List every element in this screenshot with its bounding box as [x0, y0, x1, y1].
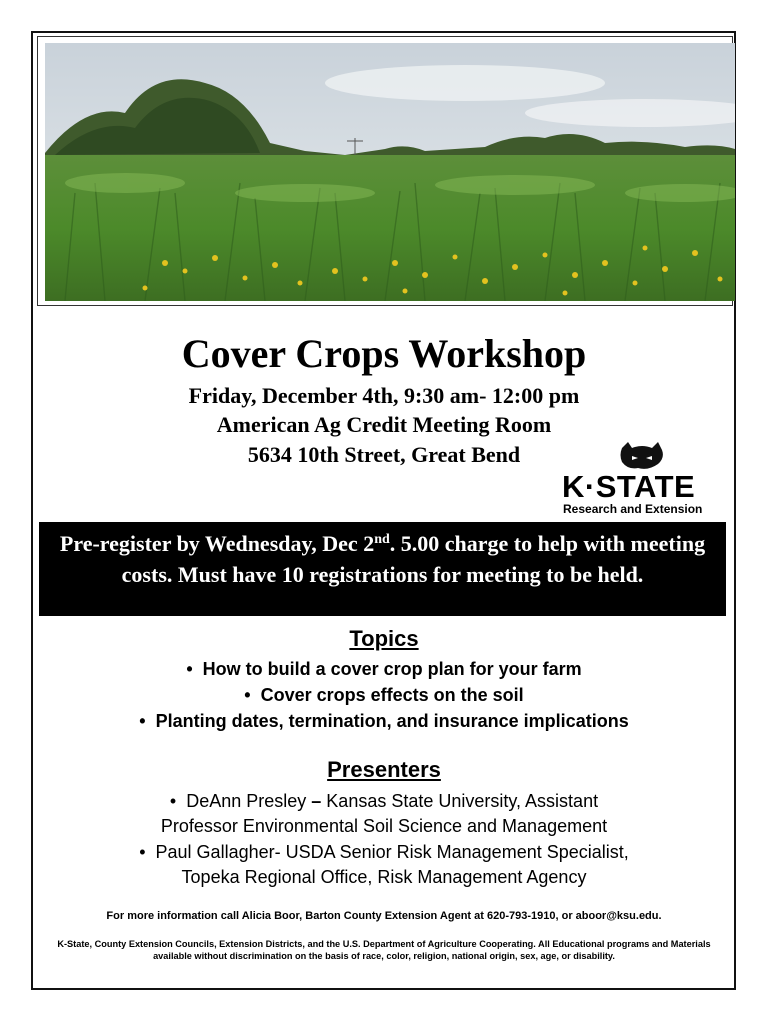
banner-text-end: . 5.00 charge to help with meeting costs. Must have 10 registrations for meeting to be held.: [121, 531, 706, 587]
topic-text: How to build a cover crop plan for your farm: [202, 659, 582, 679]
list-item: [0, 683, 768, 707]
list-item: [0, 789, 768, 814]
page-title: Cover Crops Workshop: [181, 331, 587, 376]
topic-text: Cover crops effects on the soil: [260, 685, 524, 705]
topics-heading: Topics: [349, 626, 419, 651]
bullet-icon: •: [169, 791, 177, 811]
presenter-affiliation: Kansas State University, Assistant: [326, 791, 599, 811]
banner-text-start: Pre-register by Wednesday, Dec 2: [59, 531, 375, 556]
bullet-icon: •: [139, 711, 146, 731]
bullet-icon: •: [186, 659, 193, 679]
kstate-logo: [560, 440, 732, 520]
kstate-subtitle: Research and Extension: [563, 502, 703, 516]
event-address: 5634 10th Street, Great Bend: [247, 442, 521, 467]
presenters-heading: Presenters: [327, 757, 441, 782]
presenter-title: Topeka Regional Office, Risk Management Agency: [181, 867, 587, 887]
cover-crop-field-photo: [45, 43, 735, 301]
event-date-time: Friday, December 4th, 9:30 am- 12:00 pm: [188, 383, 580, 408]
list-item: [0, 657, 768, 681]
presenter-name: Paul Gallagher- USDA Senior Risk Management Specialist,: [155, 842, 629, 862]
presenter-dash: –: [306, 791, 327, 811]
preregister-banner: [39, 522, 726, 616]
wildcat-icon: [618, 440, 666, 472]
list-item: [0, 840, 768, 865]
event-venue: American Ag Credit Meeting Room: [216, 412, 552, 437]
bullet-icon: •: [244, 685, 251, 705]
kstate-wordmark: K·STATE: [562, 469, 696, 504]
bullet-icon: •: [139, 842, 146, 862]
nondiscrimination-statement: K-State, County Extension Councils, Extension Districts, and the U.S. Department of Agriculture Cooperating. All Educational programs and Materials available without discrimination on the basis of race, color, religion, national origin, sex, age, or disability.: [57, 939, 711, 961]
topic-text: Planting dates, termination, and insurance implications: [155, 711, 629, 731]
contact-info: For more information call Alicia Boor, Barton County Extension Agent at 620-793-1910, or aboor@ksu.edu.: [106, 910, 662, 922]
presenter-title: Professor Environmental Soil Science and Management: [160, 816, 608, 836]
presenter-name: DeAnn Presley: [186, 791, 307, 811]
banner-ordinal: nd: [374, 532, 390, 547]
list-item: [0, 709, 768, 733]
